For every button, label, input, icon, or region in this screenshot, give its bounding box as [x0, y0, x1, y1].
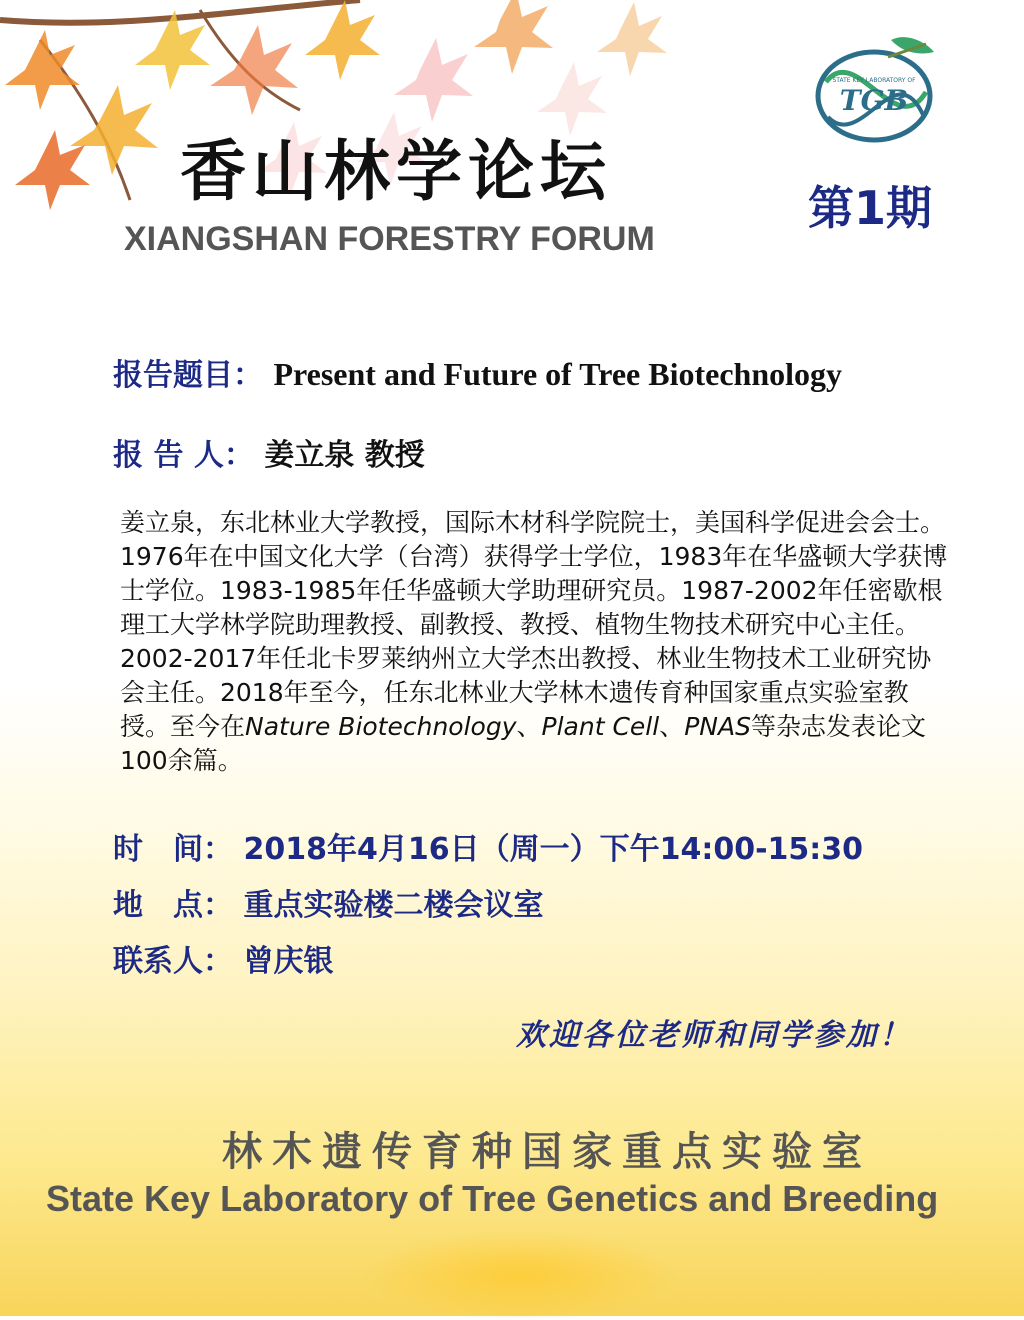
logo-text: TGB [839, 84, 909, 117]
lab-name-cn: 林木遗传育种国家重点实验室 [222, 1128, 872, 1175]
journal-nature-biotech: Nature Biotechnology [245, 712, 517, 741]
speaker-value: 姜立泉 教授 [264, 438, 425, 473]
welcome-message: 欢迎各位老师和同学参加！ [516, 1018, 912, 1053]
bio-text-end: 等杂志发表论文100余篇。 [120, 712, 926, 775]
contact-value: 曾庆银 [243, 944, 334, 979]
forum-title-cn: 香山林学论坛 [180, 132, 612, 210]
time-row [113, 824, 863, 868]
place-row [113, 880, 543, 924]
bio-separator: 、 [516, 712, 542, 741]
place-value: 重点实验楼二楼会议室 [243, 888, 544, 923]
place-label: 地 点： [113, 888, 233, 923]
bio-text: 姜立泉，东北林业大学教授，国际木材科学院院士，美国科学促进会会士。1976年在中国文化大学（台湾）获得学士学位，1983年在华盛顿大学获博士学位。1983-1985年任华盛顿大学助理研究员。1987-2002年任密歇根理工大学林学院助理教授、副教授、教授、植物生物技术研究中心主任。 2002-2017年任北卡罗莱纳州立大学杰出教授、林业生物技术工业研究协会主任。2018年至今，任东北林业大学林木遗传育种国家重点实验室教授。至今在 [120, 508, 948, 741]
tgb-logo [806, 22, 946, 162]
logo-subtext: STATE KEY LABORATORY OF [832, 77, 916, 84]
speaker-row [113, 430, 425, 474]
forum-title-en: XIANGSHAN FORESTRY FORUM [124, 220, 655, 258]
time-value: 2018年4月16日（周一）下午14:00-15:30 [243, 832, 864, 867]
speaker-label: 报 告 人： [113, 438, 254, 473]
report-title-label: 报告题目： [113, 358, 263, 393]
bio-separator: 、 [659, 712, 685, 741]
journal-plant-cell: Plant Cell [541, 712, 660, 741]
lab-name-en: State Key Laboratory of Tree Genetics and Breeding [46, 1178, 939, 1219]
time-label: 时 间： [113, 832, 233, 867]
report-title-value: Present and Future of Tree Biotechnology [273, 356, 843, 392]
contact-label: 联系人： [113, 944, 233, 979]
journal-pnas: PNAS [684, 712, 751, 741]
light-glow-decoration [360, 1230, 680, 1320]
speaker-bio [120, 506, 950, 778]
contact-row [113, 936, 333, 980]
report-title-row [113, 350, 842, 394]
issue-number: 第1期 [808, 181, 933, 235]
